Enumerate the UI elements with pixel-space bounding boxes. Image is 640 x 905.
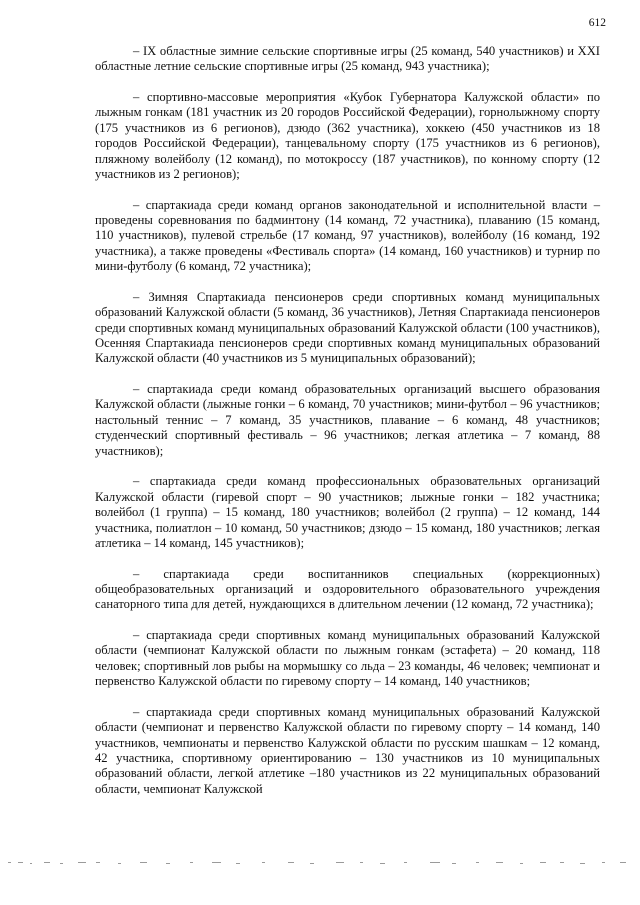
paragraph-university-spartakiad: – спартакиада среди команд образовательных организаций высшего образования Калужской области (лыжные гонки – 6 команд, 70 участников; мини-футбол – 96 участников; настольный теннис – 7 команд, 35 участников, плавание – 6 команд, 48 участников; студенческий спортивный фестиваль – 96 участников; легкая атлетика – 7 команд, 88 участников); — [95, 382, 600, 458]
paragraph-pensioners-spartakiad: – Зимняя Спартакиада пенсионеров среди спортивных команд муниципальных образований Калужской области (5 команд, 36 участников), Летняя Спартакиада пенсионеров среди спортивных команд муниципальных образований Калужской области (100 участников), Осенняя Спартакиада пенсионеров среди спортивных команд муниципальных образований Калужской области (40 участников из 5 муниципальных образований); — [95, 289, 600, 366]
scan-noise-line — [0, 858, 640, 868]
document-body — [95, 44, 600, 797]
paragraph-governor-cup: – спортивно-массовые мероприятия «Кубок Губернатора Калужской области» по лыжным гонкам (181 участник из 20 городов Российской Федерации), горнолыжному спорту (175 участников из 6 регионов), дзюдо (362 участника), хоккею (450 участников из 18 городов Российской Федерации), танцевальному спорту (175 участников из 6 регионов), пляжному волейболу (12 команд), по мотокроссу (187 участников), по конному спорту (12 участников из 2 регионов); — [95, 90, 600, 182]
page-number: 612 — [588, 17, 606, 29]
paragraph-government-spartakiad: – спартакиада среди команд органов законодательной и исполнительной власти – проведены соревнования по бадминтону (14 команд, 72 участника), плаванию (15 команд, 110 участников), пулевой стрельбе (17 команд, 97 участников), волейболу (16 команд, 192 участника), а также проведены «Фестиваль спорта» (14 команд, 160 участников) и турнир по мини-футболу (6 команд, 72 участника); — [95, 197, 600, 274]
paragraph-special-education-spartakiad: – спартакиада среди воспитанников специальных (коррекционных) общеобразовательных организаций и оздоровительного образовательного учреждения санаторного типа для детей, нуждающихся в длительном лечении (12 команд, 72 участника); — [95, 566, 600, 612]
paragraph-vocational-spartakiad: – спартакиада среди команд профессиональных образовательных организаций Калужской области (гиревой спорт – 90 участников; лыжные гонки – 182 участника; волейбол (1 группа) – 15 команд, 180 участников; волейбол (2 группа) – 12 команд, 144 участника, полиатлон – 10 команд, 50 участников; дзюдо – 15 команд, 180 участников; легкая атлетика – 14 команд, 145 участников); — [95, 474, 600, 550]
paragraph-municipal-spartakiad: – спартакиада среди спортивных команд муниципальных образований Калужской области (чемпионат и первенство Калужской области по гиревому спорту – 14 команд, 140 участников, чемпионаты и первенство Калужской области по русским шашкам – 12 команд, 42 участника, спортивному ориентированию – 130 участников из 10 муниципальных образований области, легкой атлетике –180 участников из 22 муниципальных образований области, чемпионат Калужской — [95, 704, 600, 796]
paragraph-municipal-spartakiad-winter: – спартакиада среди спортивных команд муниципальных образований Калужской области (чемпионат Калужской области по лыжным гонкам (эстафета) – 20 команд, 118 человек; спортивный лов рыбы на мормышку со льда – 23 команды, 46 человек; чемпионат и первенство Калужской области по гиревому спорту – 14 команд, 140 участников; — [95, 627, 600, 689]
paragraph-sports-games: – IX областные зимние сельские спортивные игры (25 команд, 540 участников) и XXI областные летние сельские спортивные игры (25 команд, 943 участника); — [95, 44, 600, 74]
